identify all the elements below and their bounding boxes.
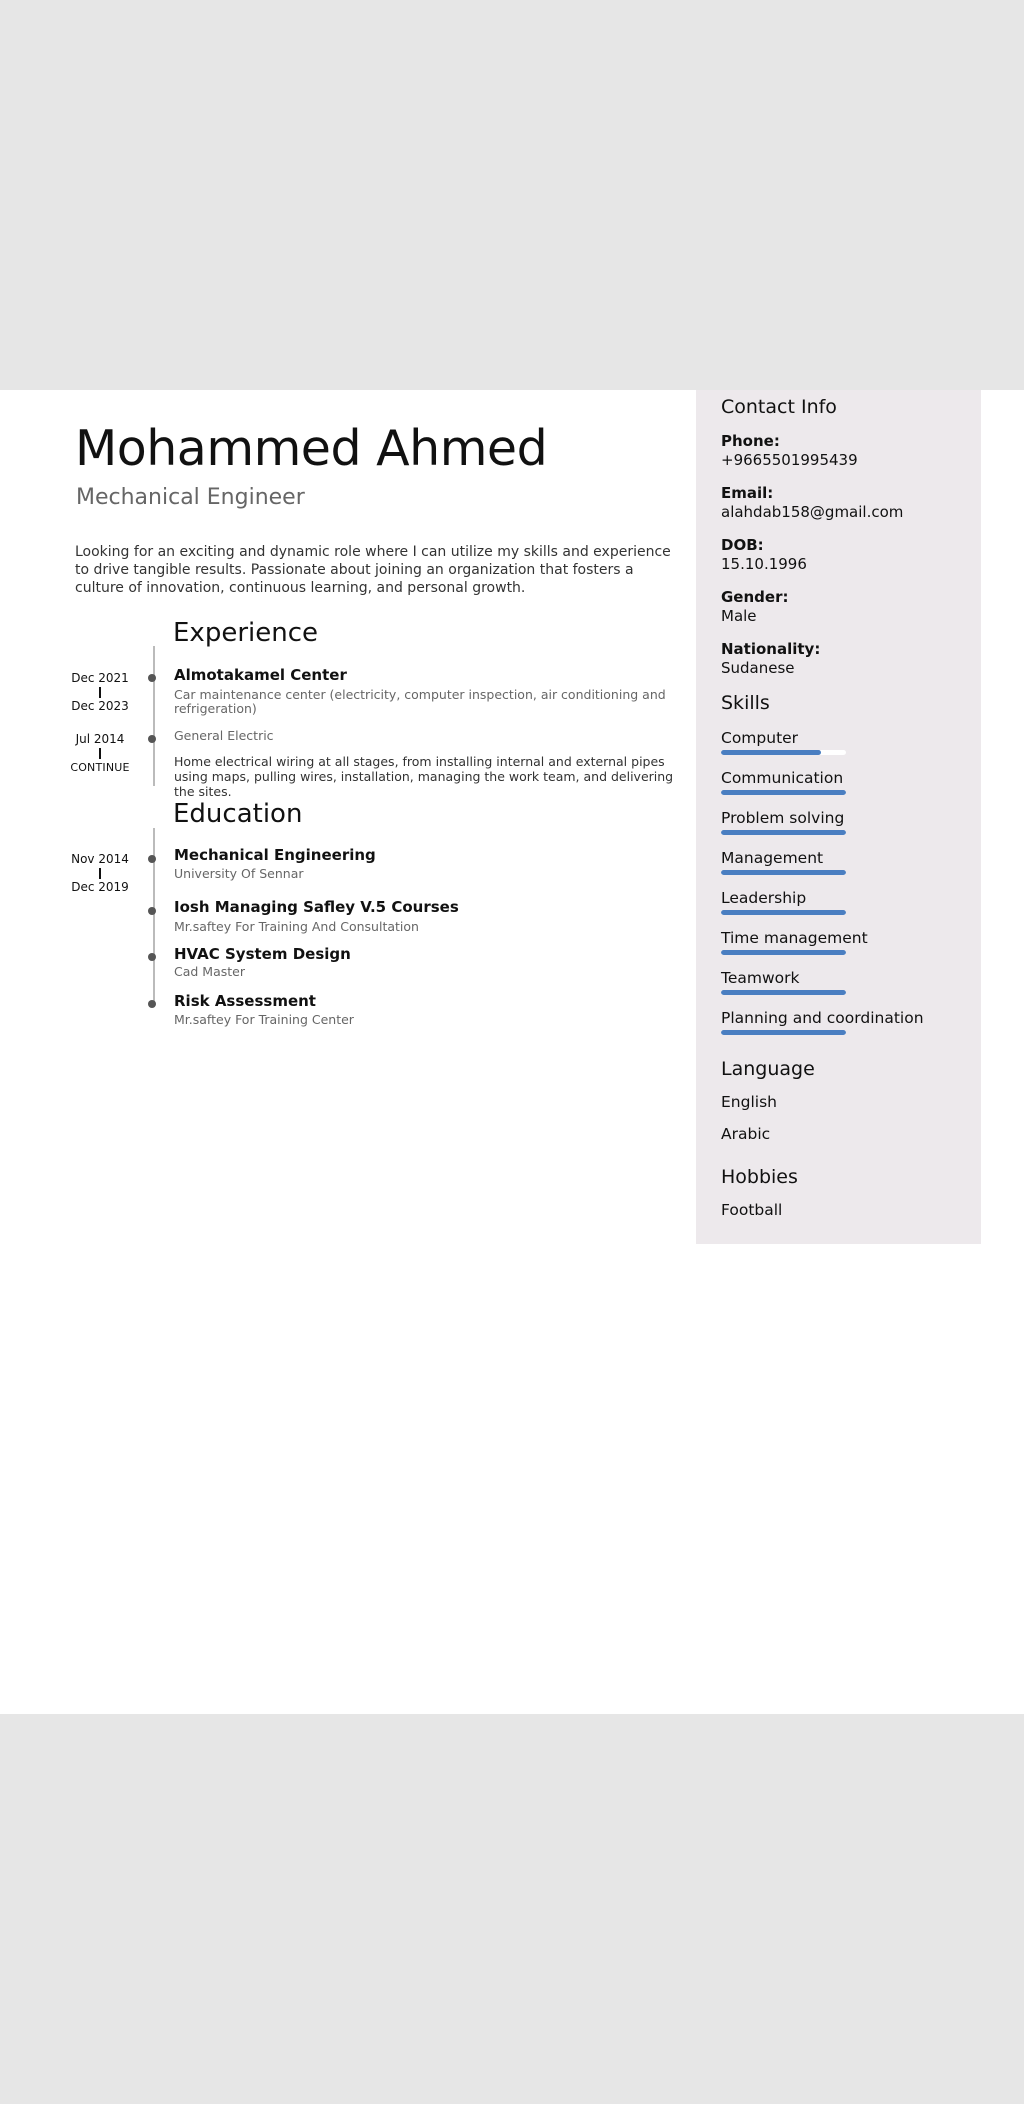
sidebar bbox=[696, 390, 981, 1244]
phone-label: Phone: bbox=[721, 432, 780, 450]
skill-level-bar bbox=[721, 910, 846, 915]
skill-level-bar bbox=[721, 870, 846, 875]
skill-level-fill bbox=[721, 790, 846, 795]
skill-level-fill bbox=[721, 1030, 846, 1035]
experience-title: Almotakamel Center bbox=[174, 666, 347, 684]
phone-value: +9665501995439 bbox=[721, 451, 858, 469]
timeline-dot bbox=[148, 953, 156, 961]
skill-name: Computer bbox=[721, 729, 799, 747]
education-institution: Cad Master bbox=[174, 964, 245, 979]
date-end: Dec 2023 bbox=[71, 699, 129, 713]
skill-level-fill bbox=[721, 910, 846, 915]
profile-summary: Looking for an exciting and dynamic role where I can utilize my skills and experience to drive tangible results. Passionate about joining an organization that fosters a culture of innovation, continuous learning, and personal growth. bbox=[75, 544, 671, 596]
date-separator bbox=[99, 868, 101, 879]
contact-heading: Contact Info bbox=[721, 396, 837, 418]
language-item: Arabic bbox=[721, 1125, 771, 1143]
timeline-dot bbox=[148, 1000, 156, 1008]
education-title: Mechanical Engineering bbox=[174, 846, 376, 864]
skills-list bbox=[721, 728, 981, 1048]
timeline-dot bbox=[148, 674, 156, 682]
skill-name: Management bbox=[721, 849, 824, 867]
skill-item bbox=[721, 888, 981, 928]
education-date bbox=[64, 852, 136, 895]
date-start: Dec 2021 bbox=[71, 671, 129, 685]
skill-level-fill bbox=[721, 830, 846, 835]
email-label: Email: bbox=[721, 484, 774, 502]
skill-level-bar bbox=[721, 830, 846, 835]
education-institution: Mr.saftey For Training Center bbox=[174, 1012, 354, 1027]
date-end: Dec 2019 bbox=[71, 880, 129, 894]
date-start: Jul 2014 bbox=[75, 732, 125, 746]
date-separator bbox=[99, 748, 101, 759]
skill-level-fill bbox=[721, 870, 846, 875]
education-heading: Education bbox=[173, 799, 303, 829]
skill-name: Problem solving bbox=[721, 809, 845, 827]
skill-level-bar bbox=[721, 1030, 846, 1035]
timeline-dot bbox=[148, 907, 156, 915]
gender-value: Male bbox=[721, 607, 757, 625]
resume-page bbox=[0, 390, 1024, 1714]
skill-name: Planning and coordination bbox=[721, 1009, 924, 1027]
skill-item bbox=[721, 848, 981, 888]
skill-name: Teamwork bbox=[721, 969, 800, 987]
language-heading: Language bbox=[721, 1058, 815, 1080]
timeline-dot bbox=[148, 735, 156, 743]
skill-level-fill bbox=[721, 750, 821, 755]
skill-level-bar bbox=[721, 990, 846, 995]
skill-level-fill bbox=[721, 950, 846, 955]
nationality-label: Nationality: bbox=[721, 640, 821, 658]
skill-level-bar bbox=[721, 750, 846, 755]
skill-name: Leadership bbox=[721, 889, 807, 907]
date-end: CONTINUE bbox=[70, 761, 130, 774]
education-institution: University Of Sennar bbox=[174, 866, 304, 881]
dob-label: DOB: bbox=[721, 536, 764, 554]
skill-level-bar bbox=[721, 790, 846, 795]
education-title: Iosh Managing Safley V.5 Courses bbox=[174, 898, 459, 916]
gender-label: Gender: bbox=[721, 588, 789, 606]
education-institution: Mr.saftey For Training And Consultation bbox=[174, 919, 419, 934]
experience-description: Home electrical wiring at all stages, from installing internal and external pipes using maps, pulling wires, installation, managing the work team, and delivering the sites. bbox=[174, 754, 674, 799]
skill-level-fill bbox=[721, 990, 846, 995]
education-title: HVAC System Design bbox=[174, 945, 351, 963]
experience-date-2 bbox=[64, 732, 136, 775]
date-separator bbox=[99, 687, 101, 698]
education-title: Risk Assessment bbox=[174, 992, 316, 1010]
skill-name: Communication bbox=[721, 769, 844, 787]
skill-item bbox=[721, 928, 981, 968]
skills-heading: Skills bbox=[721, 692, 770, 714]
skill-item bbox=[721, 968, 981, 1008]
email-value: alahdab158@gmail.com bbox=[721, 503, 904, 521]
job-title: Mechanical Engineer bbox=[76, 485, 305, 510]
skill-item bbox=[721, 728, 981, 768]
experience-title: General Electric bbox=[174, 728, 274, 743]
experience-heading: Experience bbox=[173, 618, 318, 648]
experience-subtitle: Car maintenance center (electricity, computer inspection, air conditioning and refrigeration) bbox=[174, 687, 666, 716]
timeline-dot bbox=[148, 855, 156, 863]
hobby-item: Football bbox=[721, 1201, 783, 1219]
hobbies-heading: Hobbies bbox=[721, 1166, 798, 1188]
skill-item bbox=[721, 808, 981, 848]
nationality-value: Sudanese bbox=[721, 659, 795, 677]
skill-level-bar bbox=[721, 950, 846, 955]
date-start: Nov 2014 bbox=[71, 852, 129, 866]
skill-item bbox=[721, 1008, 981, 1048]
skill-item bbox=[721, 768, 981, 808]
experience-date-1 bbox=[64, 671, 136, 714]
skill-name: Time management bbox=[721, 929, 868, 947]
language-item: English bbox=[721, 1093, 777, 1111]
dob-value: 15.10.1996 bbox=[721, 555, 807, 573]
candidate-name: Mohammed Ahmed bbox=[75, 420, 548, 477]
experience-timeline-line bbox=[153, 646, 155, 786]
